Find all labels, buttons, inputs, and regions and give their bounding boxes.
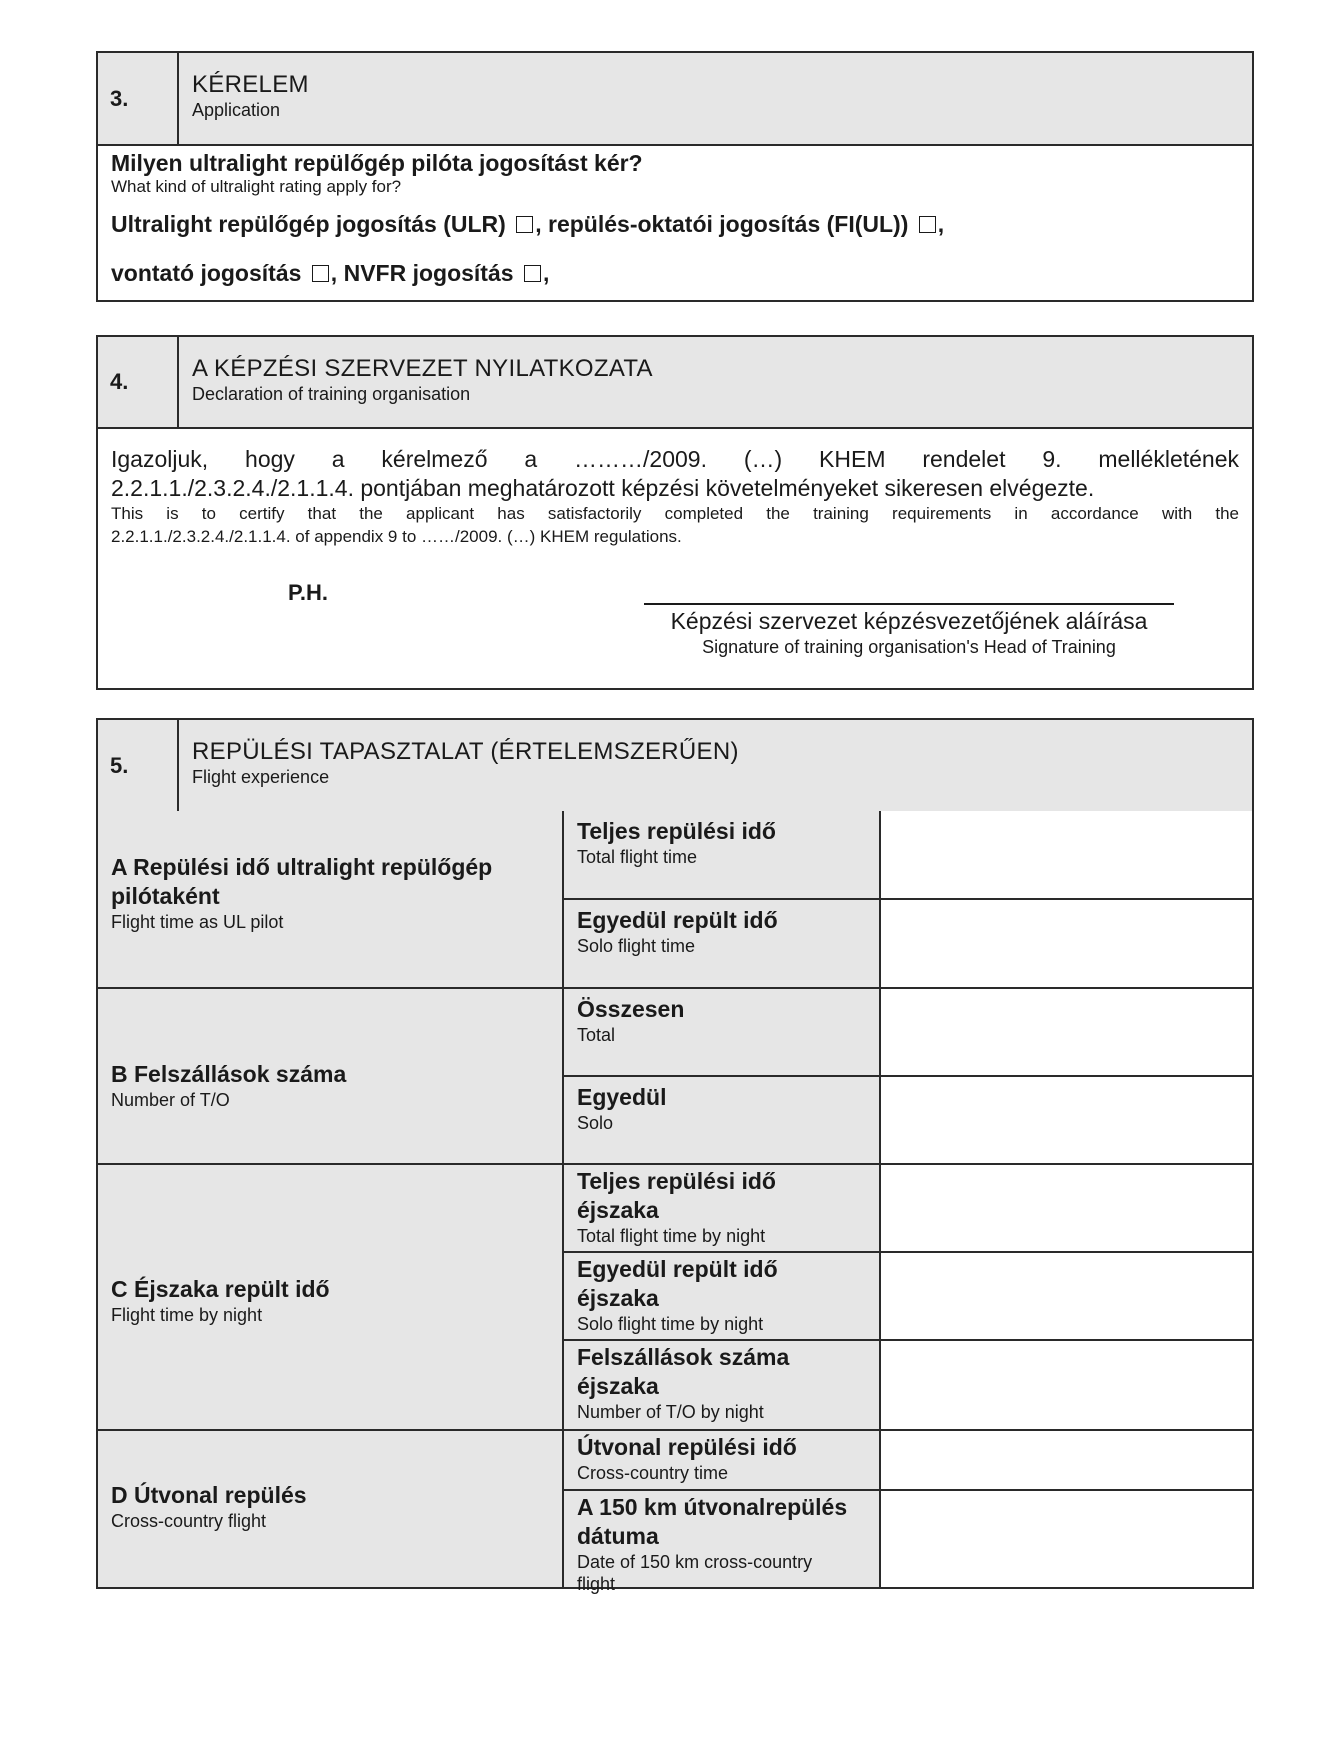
row-label-en: Total flight time: [577, 847, 698, 867]
row-label: [564, 989, 881, 1075]
section-header: [98, 720, 1252, 813]
section-4-declaration: [96, 335, 1254, 690]
declaration-text-hu-1: Igazoljuk, hogy a kérelmező a ………/2009. (…) KHEM rendelet 9. mellékletének: [111, 446, 1239, 472]
row-label-hu: Összesen: [577, 996, 685, 1022]
group-label-en: Number of T/O: [111, 1089, 230, 1110]
declaration-text-en-2: 2.2.1.1./2.3.2.4./2.1.1.4. of appendix 9 to ……/2009. (…) KHEM regulations.: [111, 527, 682, 546]
row-label-hu: Felszállások száma éjszaka: [577, 1344, 790, 1399]
signature-label-en: Signature of training organisation's Head of Training: [702, 637, 1116, 657]
option-ulr-checkbox[interactable]: [516, 216, 533, 233]
row-label-hu: Egyedül: [577, 1084, 667, 1110]
row-label-hu: Teljes repülési idő: [577, 818, 776, 844]
group-label: [98, 1165, 564, 1429]
section-subtitle: Declaration of training organisation: [192, 384, 471, 404]
option-towing-checkbox[interactable]: [312, 265, 329, 282]
separator: ,: [542, 260, 550, 286]
row-label-en: Cross-country time: [577, 1463, 729, 1483]
rating-question: Milyen ultralight repülőgép pilóta jogosítást kér?: [111, 150, 643, 176]
option-fi-label: repülés-oktatói jogosítás (FI(UL)): [548, 211, 909, 237]
row-label-hu: Egyedül repült idő éjszaka: [577, 1256, 778, 1311]
section-title: A KÉPZÉSI SZERVEZET NYILATKOZATA: [192, 355, 653, 382]
section-title: REPÜLÉSI TAPASZTALAT (ÉRTELEMSZERŰEN): [192, 738, 739, 765]
row-label: [564, 1077, 881, 1163]
row-label-hu: Teljes repülési idő éjszaka: [577, 1168, 776, 1223]
group-label-en: Cross-country flight: [111, 1510, 267, 1531]
separator: ,: [937, 211, 945, 237]
group-label: [98, 989, 564, 1163]
group-label-hu: D Útvonal repülés: [111, 1481, 307, 1508]
rating-question-en: What kind of ultralight rating apply for?: [111, 177, 402, 196]
group-label: [98, 811, 564, 987]
row-label: [564, 1431, 881, 1489]
experience-group-b: [98, 989, 1252, 1163]
experience-group-d: [98, 1431, 1252, 1594]
group-label-hu: A Repülési idő ultralight repülőgép pilótaként: [111, 854, 493, 909]
group-label: [98, 1431, 564, 1587]
section-number: 4.: [98, 337, 179, 427]
row-label-hu: Útvonal repülési idő: [577, 1434, 797, 1460]
option-nvfr-label: NVFR jogosítás: [343, 260, 514, 286]
separator: ,: [330, 260, 338, 286]
row-label-hu: Egyedül repült idő: [577, 907, 778, 933]
section-subtitle: Application: [192, 100, 281, 120]
experience-group-a: [98, 811, 1252, 987]
section-5-flight-experience: [96, 718, 1254, 1594]
row-label: [564, 900, 881, 987]
group-label-en: Flight time by night: [111, 1304, 263, 1325]
value-field-total-takeoffs[interactable]: [881, 989, 1252, 1075]
value-field-night-flight-time[interactable]: [881, 1165, 1252, 1251]
rating-options-line-1: [111, 211, 1252, 238]
row-label-en: Date of 150 km cross-country flight: [577, 1552, 813, 1594]
value-field-night-solo-time[interactable]: [881, 1253, 1252, 1339]
row-label-en: Number of T/O by night: [577, 1402, 764, 1422]
option-fi-checkbox[interactable]: [919, 216, 936, 233]
row-label-en: Total: [577, 1025, 616, 1045]
section-header: [98, 337, 1252, 429]
stamp-placeholder: P.H.: [288, 580, 328, 605]
group-label-hu: C Éjszaka repült idő: [111, 1275, 330, 1302]
option-nvfr-checkbox[interactable]: [524, 265, 541, 282]
section-header: [98, 53, 1252, 146]
option-ulr-label: Ultralight repülőgép jogosítás (ULR): [111, 211, 506, 237]
section-titles: [179, 53, 309, 144]
section-titles: [179, 337, 653, 427]
section-3-application: [96, 51, 1254, 302]
declaration-text-hu-2: 2.2.1.1./2.3.2.4./2.1.1.4. pontjában meghatározott képzési követelményeket sikeresen elvégezte.: [111, 475, 1095, 501]
value-field-solo-takeoffs[interactable]: [881, 1077, 1252, 1163]
section-subtitle: Flight experience: [192, 767, 330, 787]
value-field-night-takeoffs[interactable]: [881, 1341, 1252, 1429]
row-label-en: Total flight time by night: [577, 1226, 766, 1246]
row-label: [564, 1491, 881, 1594]
option-towing-label: vontató jogosítás: [111, 260, 302, 286]
declaration-text-en-1: This is to certify that the applicant has satisfactorily completed the training requirements in accordance with the: [111, 504, 1239, 523]
row-label: [564, 1165, 881, 1251]
value-field-150km-date[interactable]: [881, 1491, 1252, 1587]
section-titles: [179, 720, 739, 811]
value-field-solo-flight-time[interactable]: [881, 900, 1252, 987]
section-body: [98, 146, 1252, 287]
value-field-total-flight-time[interactable]: [881, 811, 1252, 899]
section-number: 3.: [98, 53, 179, 144]
row-label: [564, 1253, 881, 1339]
row-label: [564, 1341, 881, 1429]
group-label-hu: B Felszállások száma: [111, 1060, 347, 1087]
rating-options-line-2: [111, 260, 1252, 287]
row-label: [564, 811, 881, 899]
group-label-en: Flight time as UL pilot: [111, 912, 284, 932]
row-label-en: Solo flight time by night: [577, 1314, 764, 1334]
row-label-en: Solo: [577, 1113, 614, 1133]
row-label-en: Solo flight time: [577, 936, 696, 956]
section-title: KÉRELEM: [192, 71, 309, 98]
declaration-body: [98, 429, 1252, 548]
experience-group-c: [98, 1165, 1252, 1429]
signature-line[interactable]: [644, 603, 1174, 605]
row-label-hu: A 150 km útvonalrepülés dátuma: [577, 1494, 848, 1549]
separator: ,: [535, 211, 542, 237]
signature-label: Képzési szervezet képzésvezetőjének aláírása: [670, 608, 1148, 634]
value-field-cross-country-time[interactable]: [881, 1431, 1252, 1489]
section-number: 5.: [98, 720, 179, 811]
